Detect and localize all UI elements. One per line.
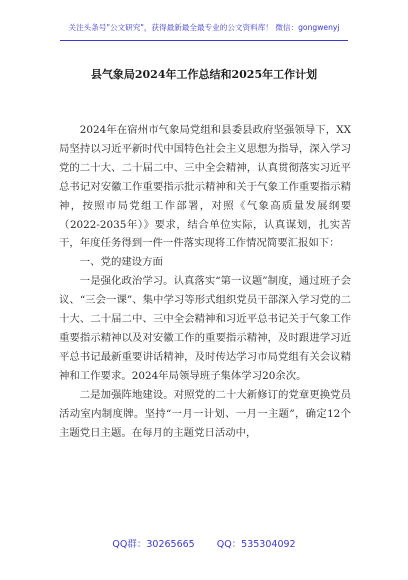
header-banner: 关注头条号"公文研究"，获得最新最全最专业的公文资料库！ 微信：gongwenyj	[68, 23, 340, 32]
header-divider	[60, 40, 348, 41]
qq-number-label: QQ：535304092	[216, 539, 296, 550]
section-heading-party-building: 一、党的建设方面	[79, 256, 163, 269]
paragraph-intro: 2024年在宿州市气象局党组和县委县政府坚强领导下，XX局坚持以习近平新时代中国特色社会主义思想为指导，深入学习党的二十大、二十届二中、三中全会精神，认真贯彻落实习近平总书记对安徽工作重要指示批示精神和关于气象工作重要指示精神，按照市局党组工作部署，对照《气象高质量发展纲要（2022-2035年）》要求，结合单位实际，认真谋划，扎实苦干，年度任务得到一件一件落实现将工作情况简要汇报如下：	[59, 124, 351, 250]
paragraph-position-building: 二是加强阵地建设。对照党的二十大新修订的党章更换党员活动室内制度牌。坚持“一月一计划、一月一主题”，确定12个主题党日主题。在每月的主题党日活动中，	[59, 388, 351, 439]
paragraph-political-study: 一是强化政治学习。认真落实“第一议题”制度，通过班子会议、“三会一课”、集中学习等形式组织党员干部深入学习党的二十大、二十届二中、三中全会精神和习近平总书记关于气象工作重要指示精神以及对安徽工作的重要指示精神，及时跟进学习近平总书记最新重要讲话精神，及时传达学习市局党组有关会议精神和工作要求。2024年局领导班子集体学习20余次。	[59, 275, 351, 382]
document-body	[59, 121, 351, 442]
footer-contact	[0, 536, 408, 550]
document-title: 县气象局2024年工作总结和2025年工作计划	[90, 68, 318, 81]
qq-group-label: QQ群：30265665	[112, 539, 195, 550]
